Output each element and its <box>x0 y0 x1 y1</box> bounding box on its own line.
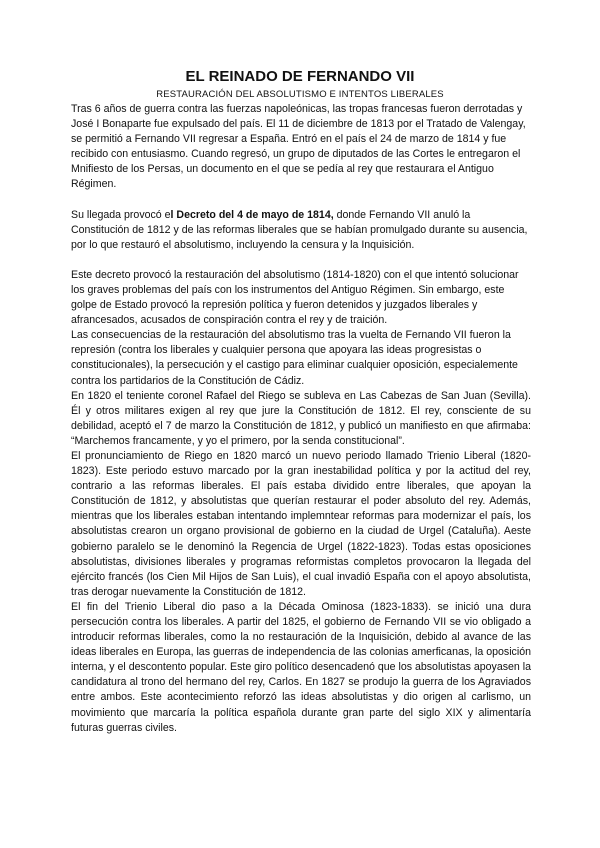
paragraph-decree-text-end: donde Fernando VII anuló la Constitución de 1812 y de las reformas liberales que se habían promulgado durante su ausencia, por lo que restauró el absolutismo, incluyendo la censura y la Inquisición. <box>71 208 528 251</box>
paragraph-consequences: Las consecuencias de la restauración del absolutismo tras la vuelta de Fernando VII fueron la represión (contra los liberales y cualquier persona que apoyara las ideas progresistas o constitucionales), la persecución y el castigo para eliminar cualquier oposición, especialemente contra los partidarios de la Constitución de Cádiz. <box>71 329 518 387</box>
page-subtitle: RESTAURACIÓN DEL ABSOLUTISMO E INTENTOS LIBERALES <box>156 89 444 100</box>
document-body <box>71 102 531 736</box>
paragraph-decree-text-start: Su llegada provocó e <box>71 208 171 221</box>
paragraph-intro: Tras 6 años de guerra contra las fuerzas napoleónicas, las tropas francesas fueron derrotadas y José I Bonaparte fue expulsado del país. El 11 de diciembre de 1813 por el Tratado de Valengay, se permitió a Fernando VII regresar a España. Entró en el país el 24 de marzo de 1814 y fue recibido con entusiasmo. Cuando regresó, un grupo de diputados de las Cortes le entregaron el Mnifiesto de los Persas, un documento en el que se pedía al rey que restaurara el Antiguo Régimen. <box>71 103 526 191</box>
paragraph-decree <box>71 208 531 253</box>
paragraph-trienio-liberal: El pronunciamiento de Riego en 1820 marcó un nuevo periodo llamado Trienio Liberal (1820-1823). Este periodo estuvo marcado por la gran inestabilidad política y por la actitud del rey, contrario a las reformas liberales. El país estaba dividido entre liberales, que apoyan la Constitución de 1812, y absolutistas que querían restaurar el poder absoluto del rey. Además, mientras que los liberales estaban intentando implemntear reformas para modernizar el país, los absolutistas crearon un organo provisional de gobierno en la ciudad de Urgel (Cataluña). Aeste gobierno paralelo se le denominó la Regencia de Urgel (1822-1823). Todas estas oposiciones absolutistas, divisiones liberales y programas reformistas completos provocaron la llegada del ejército francés (los Cien Mil Hijos de San Luis), el cual invadió España con el apoyo absolutista, tras derogar nuevamente la Constitución de 1812. <box>71 449 531 598</box>
paragraph-restoration: Este decreto provocó la restauración del absolutismo (1814-1820) con el que intentó solucionar los graves problemas del país con los instrumentos del Antiguo Régimen. Sin embargo, este golpe de Estado provocó la represión política y fueron detenidos y juzgados liberales y afrancesados, acusados de conspiración contra el rey y de traición. <box>71 268 519 327</box>
paragraph-decada-ominosa: El fin del Trienio Liberal dio paso a la Década Ominosa (1823-1833). se inició una dura persecución contra los liberales. A partir del 1825, el gobierno de Fernando VII se vio obligado a introducir reformas liberales, como la no restauración de la Inquisición, debido al avance de las ideas liberales en Europa, las guerras de independencia de las colonias amerficanas, la oposición interna, y el descontento popular. Este giro político desencadenó que los absolutistas apoyasen la candidatura al trono del hermano del rey, Carlos. En 1827 se produjo la guerra de los Agraviados entre ambos. Este acontecimiento reforzó las ideas absolutistas y dio origen al carlismo, un movimiento que marcaría la política española durante gran parte del siglo XIX y alimentaría futuras guerras civiles. <box>71 600 531 734</box>
paragraph-riego: En 1820 el teniente coronel Rafael del Riego se subleva en Las Cabezas de San Juan (Sevilla). Él y otros militares exigen al rey que jure la Constitución de 1812. El rey, consciente de su debilidad, aceptó el 7 de marzo la Constitución de 1812, y publicó un manifiesto en que afirmaba: “Marchemos francamente, y yo el primero, por la senda constitucional”. <box>71 389 531 447</box>
decree-bold-text: l Decreto del 4 de mayo de 1814, <box>170 208 334 221</box>
page-title: EL REINADO DE FERNANDO VII <box>185 68 415 85</box>
